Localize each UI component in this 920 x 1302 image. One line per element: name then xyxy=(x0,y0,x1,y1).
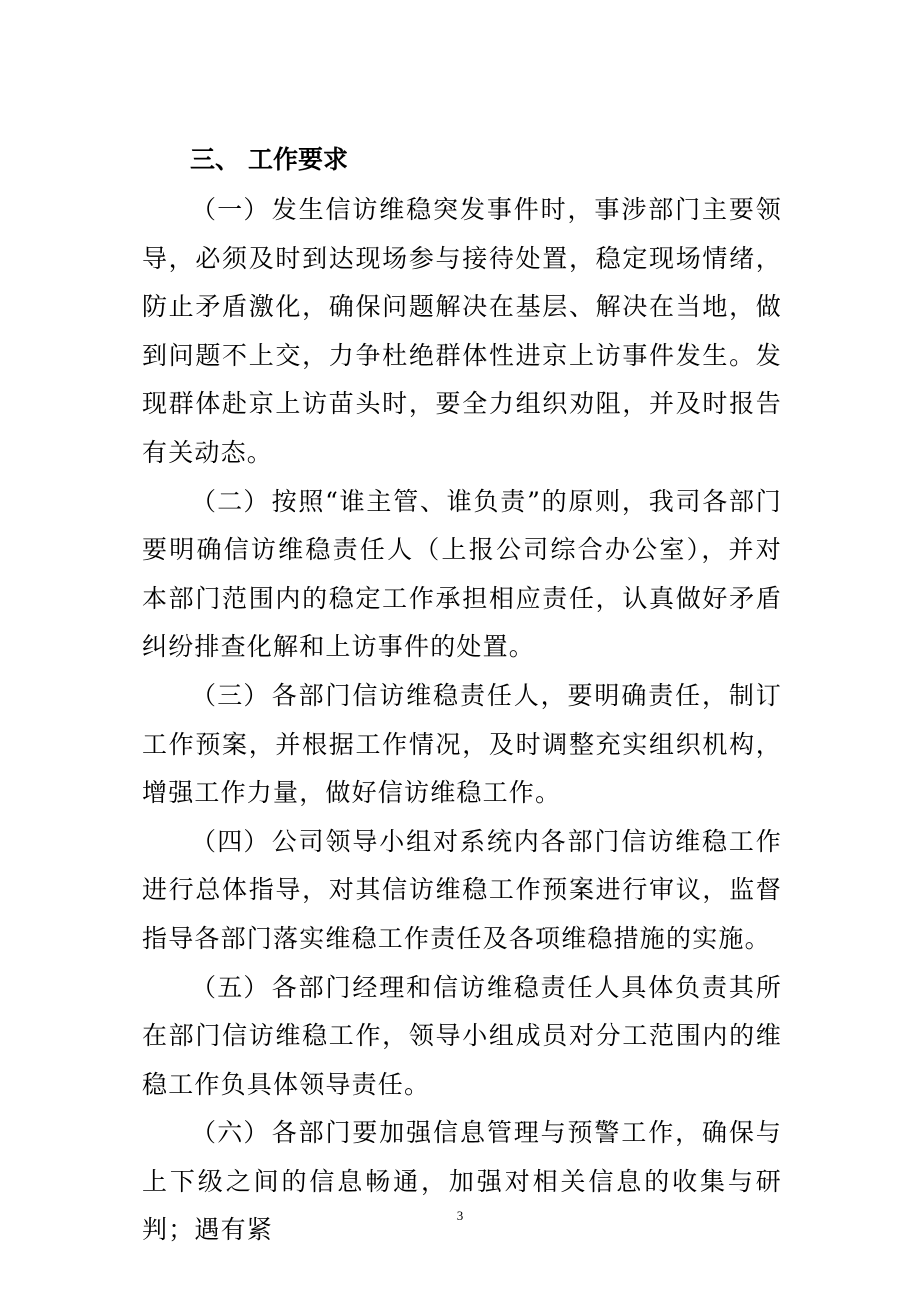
paragraph-2-label: （二） xyxy=(191,486,270,516)
document-body xyxy=(142,186,782,1255)
paragraph-5 xyxy=(142,964,782,1110)
paragraph-3 xyxy=(142,672,782,818)
paragraph-5-text: 各部门经理和信访维稳责任人具体负责其所在部门信访维稳工作，领导小组成员对分工范围内的维稳工作负具体领导责任。 xyxy=(142,972,782,1099)
paragraph-6 xyxy=(142,1109,782,1255)
paragraph-1-label: （一） xyxy=(191,195,270,224)
paragraph-4 xyxy=(142,818,782,964)
page-number: 3 xyxy=(456,1208,464,1223)
paragraph-1-text: 发生信访维稳突发事件时，事涉部门主要领导，必须及时到达现场参与接待处置，稳定现场情绪，防止矛盾激化，确保问题解决在基层、解决在当地，做到问题不上交，力争杜绝群体性进京上访事件发生。发现群体赴京上访苗头时，要全力组织劝阻，并及时报告有关动态。 xyxy=(142,195,782,467)
paragraph-2-text: 按照“谁主管、谁负责”的原则，我司各部门要明确信访维稳责任人（上报公司综合办公室），并对本部门范围内的稳定工作承担相应责任，认真做好矛盾纠纷排查化解和上访事件的处置。 xyxy=(142,486,782,662)
paragraph-5-label: （五） xyxy=(191,972,270,1002)
paragraph-1 xyxy=(142,186,782,478)
paragraph-3-text: 各部门信访维稳责任人，要明确责任，制订工作预案，并根据工作情况，及时调整充实组织机构，增强工作力量，做好信访维稳工作。 xyxy=(142,680,782,808)
paragraph-3-label: （三） xyxy=(191,680,270,710)
paragraph-4-text: 公司领导小组对系统内各部门信访维稳工作进行总体指导，对其信访维稳工作预案进行审议，监督指导各部门落实维稳工作责任及各项维稳措施的实施。 xyxy=(142,826,782,953)
paragraph-2 xyxy=(142,478,782,672)
section-heading xyxy=(190,140,348,180)
section-title: 工作要求 xyxy=(248,145,349,174)
paragraph-6-text: 各部门要加强信息管理与预警工作，确保与上下级之间的信息畅通，加强对相关信息的收集与研判；遇有紧 xyxy=(142,1118,782,1245)
paragraph-6-label: （六） xyxy=(191,1118,270,1148)
section-number: 三、 xyxy=(190,145,241,174)
paragraph-4-label: （四） xyxy=(191,826,270,856)
